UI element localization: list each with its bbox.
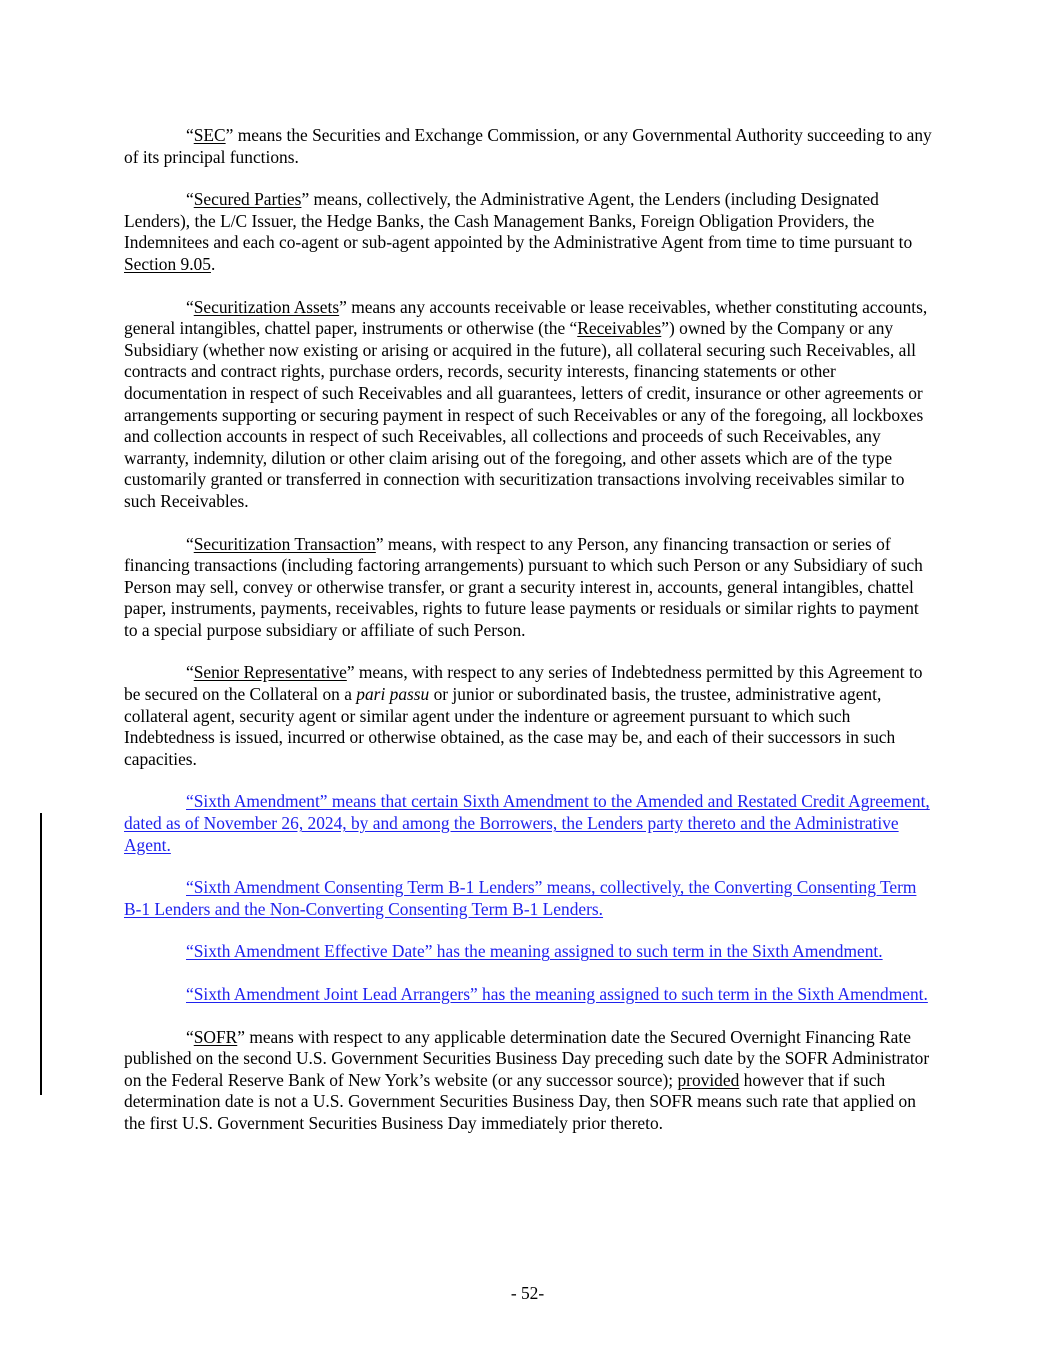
inserted-text: “Sixth Amendment” means that certain Sixth Amendment to the Amended and Restated Credit Agreement, dated as of November 26, 2024, by and among the Borrowers, the Lenders party thereto and the Administrative Agent. xyxy=(124,791,930,855)
definition-senior-representative: “Senior Representative” means, with respect to any series of Indebtedness permitted by this Agreement to be secured on the Collateral on a pari passu or junior or subordinated basis, the trustee, administrative agent, collateral agent, security agent or similar agent under the indenture or agreement pursuant to which such Indebtedness is issued, incurred or otherwise obtained, as the case may be, and each of their successors in such capacities. xyxy=(124,662,923,769)
inserted-text: “Sixth Amendment Joint Lead Arrangers” has the meaning assigned to such term in the Sixth Amendment. xyxy=(186,984,928,1004)
revision-change-bar xyxy=(40,813,42,1095)
definition-sixth-amendment xyxy=(124,791,936,856)
definition-sofr: “SOFR” means with respect to any applicable determination date the Secured Overnight Financing Rate published on the second U.S. Government Securities Business Day preceding such date by the SOFR Administrator on the Federal Reserve Bank of New York’s website (or any successor source); provided however that if such determination date is not a U.S. Government Securities Business Day, then SOFR means such rate that applied on the first U.S. Government Securities Business Day immediately prior thereto. xyxy=(124,1026,930,1133)
definition-sec: “SEC” means the Securities and Exchange Commission, or any Governmental Authority succeeding to any of its principal functions. xyxy=(124,125,932,167)
definition-sixth-amendment-effective-date xyxy=(124,941,936,963)
inserted-text: “Sixth Amendment Consenting Term B-1 Lenders” means, collectively, the Converting Consenting Term B-1 Lenders and the Non-Converting Consenting Term B-1 Lenders. xyxy=(124,877,917,919)
proviso-term: provided xyxy=(677,1069,740,1090)
defined-term: Receivables xyxy=(577,318,662,339)
defined-term: SOFR xyxy=(193,1026,238,1047)
definition-sixth-amendment-consenting-lenders xyxy=(124,877,936,920)
page-number: - 52- xyxy=(510,1283,545,1303)
defined-term: SEC xyxy=(193,125,226,145)
definition-securitization-transaction: “Securitization Transaction” means, with respect to any Person, any financing transaction or series of financing transactions (including factoring arrangements) pursuant to which such Person or any Subsidiary of such Person may sell, convey or otherwise transfer, or grant a security interest in, accounts, general intangibles, chattel paper, instruments, payments, receivables, rights to future lease payments or residuals or similar rights to payment to a special purpose subsidiary or affiliate of such Person. xyxy=(124,533,923,640)
inserted-text: “Sixth Amendment Effective Date” has the meaning assigned to such term in the Sixth Amendment. xyxy=(186,941,883,962)
definition-securitization-assets: “Securitization Assets” means any accounts receivable or lease receivables, whether constituting accounts, general intangibles, chattel paper, instruments or otherwise (the “Receivables”) owned by the Company or any Subsidiary (whether now existing or arising or acquired in the future), all collateral securing such Receivables, all contracts and contract rights, purchase orders, records, security interests, financing statements or other documentation in respect of such Receivables and all guarantees, letters of credit, insurance or other agreements or arrangements supporting or securing payment in respect of such Receivables or any of the foregoing, all lockboxes and collection accounts in respect of such Receivables, all collections and proceeds of such Receivables, any warranty, indemnity, dilution or other claim arising out of the foregoing, and other assets which are of the type customarily granted or transferred in connection with securitization transactions involving receivables similar to such Receivables. xyxy=(124,296,928,511)
definition-sixth-amendment-arrangers xyxy=(124,984,936,1006)
defined-term: Securitization Transaction xyxy=(193,533,376,554)
defined-term: Secured Parties xyxy=(193,189,302,210)
defined-term: Senior Representative xyxy=(193,662,347,683)
italic-phrase: pari passu xyxy=(356,684,430,705)
section-reference: Section 9.05 xyxy=(124,253,211,274)
definition-secured-parties: “Secured Parties” means, collectively, the Administrative Agent, the Lenders (including Designated Lenders), the L/C Issuer, the Hedge Banks, the Cash Management Banks, Foreign Obligation Providers, the Indemnitees and each co-agent or sub-agent appointed by the Administrative Agent from time to time pursuant to Section 9.05. xyxy=(124,189,913,274)
document-body xyxy=(124,125,936,1156)
defined-term: Securitization Assets xyxy=(193,296,340,317)
